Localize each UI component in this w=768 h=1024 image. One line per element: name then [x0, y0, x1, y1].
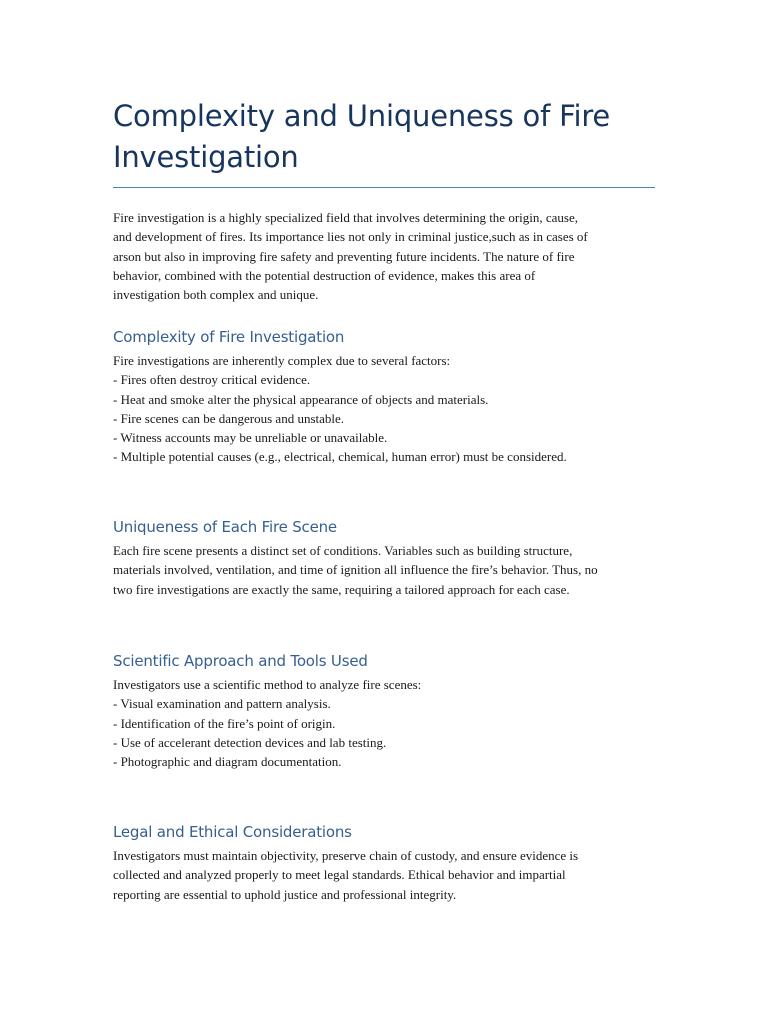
body-line: materials involved, ventilation, and time of ignition all influence the fire’s behavior. Thus, no — [113, 562, 598, 578]
document-title — [113, 96, 658, 178]
section-heading: Complexity of Fire Investigation — [113, 328, 345, 346]
section-body — [113, 351, 658, 467]
section-body — [113, 675, 658, 771]
intro-paragraph — [113, 208, 658, 304]
body-line: collected and analyzed properly to meet legal standards. Ethical behavior and impartial — [113, 867, 566, 883]
body-line: Fire investigations are inherently complex due to several factors: — [113, 353, 451, 368]
section-uniqueness — [113, 517, 658, 599]
list-item: - Multiple potential causes (e.g., electrical, chemical, human error) must be considered. — [113, 449, 567, 465]
section-body — [113, 846, 658, 904]
section-heading: Scientific Approach and Tools Used — [113, 652, 368, 670]
section-scientific-approach — [113, 651, 658, 771]
section-body — [113, 541, 658, 599]
section-complexity — [113, 327, 658, 467]
body-line: Investigators must maintain objectivity, preserve chain of custody, and ensure evidence is — [113, 848, 579, 863]
list-item: - Heat and smoke alter the physical appearance of objects and materials. — [113, 391, 489, 407]
title-line: Investigation — [113, 140, 299, 174]
intro-line: Fire investigation is a highly specialized field that involves determining the origin, cause, — [113, 210, 578, 225]
list-item: - Witness accounts may be unreliable or unavailable. — [113, 430, 388, 446]
title-line: Complexity and Uniqueness of Fire — [113, 99, 611, 133]
list-item: - Fire scenes can be dangerous and unstable. — [113, 410, 345, 426]
section-heading: Uniqueness of Each Fire Scene — [113, 518, 337, 536]
list-item: - Photographic and diagram documentation. — [113, 754, 342, 770]
list-item: - Identification of the fire’s point of origin. — [113, 715, 336, 731]
intro-line: investigation both complex and unique. — [113, 287, 319, 303]
section-heading: Legal and Ethical Considerations — [113, 823, 352, 841]
section-legal-ethical — [113, 822, 658, 904]
list-item: - Use of accelerant detection devices and lab testing. — [113, 734, 387, 750]
body-line: reporting are essential to uphold justice and professional integrity. — [113, 886, 457, 902]
intro-line: and development of fires. Its importance lies not only in criminal justice,such as in cases of — [113, 229, 588, 245]
document-page — [113, 0, 658, 902]
body-line: Each fire scene presents a distinct set of conditions. Variables such as building structure, — [113, 543, 573, 558]
intro-line: behavior, combined with the potential destruction of evidence, makes this area of — [113, 267, 536, 283]
body-line: Investigators use a scientific method to analyze fire scenes: — [113, 677, 422, 692]
body-line: two fire investigations are exactly the same, requiring a tailored approach for each case. — [113, 581, 570, 597]
title-underline — [113, 187, 655, 188]
list-item: - Fires often destroy critical evidence. — [113, 372, 311, 388]
intro-line: arson but also in improving fire safety and preventing future incidents. The nature of fire — [113, 248, 575, 264]
list-item: - Visual examination and pattern analysis. — [113, 696, 331, 712]
